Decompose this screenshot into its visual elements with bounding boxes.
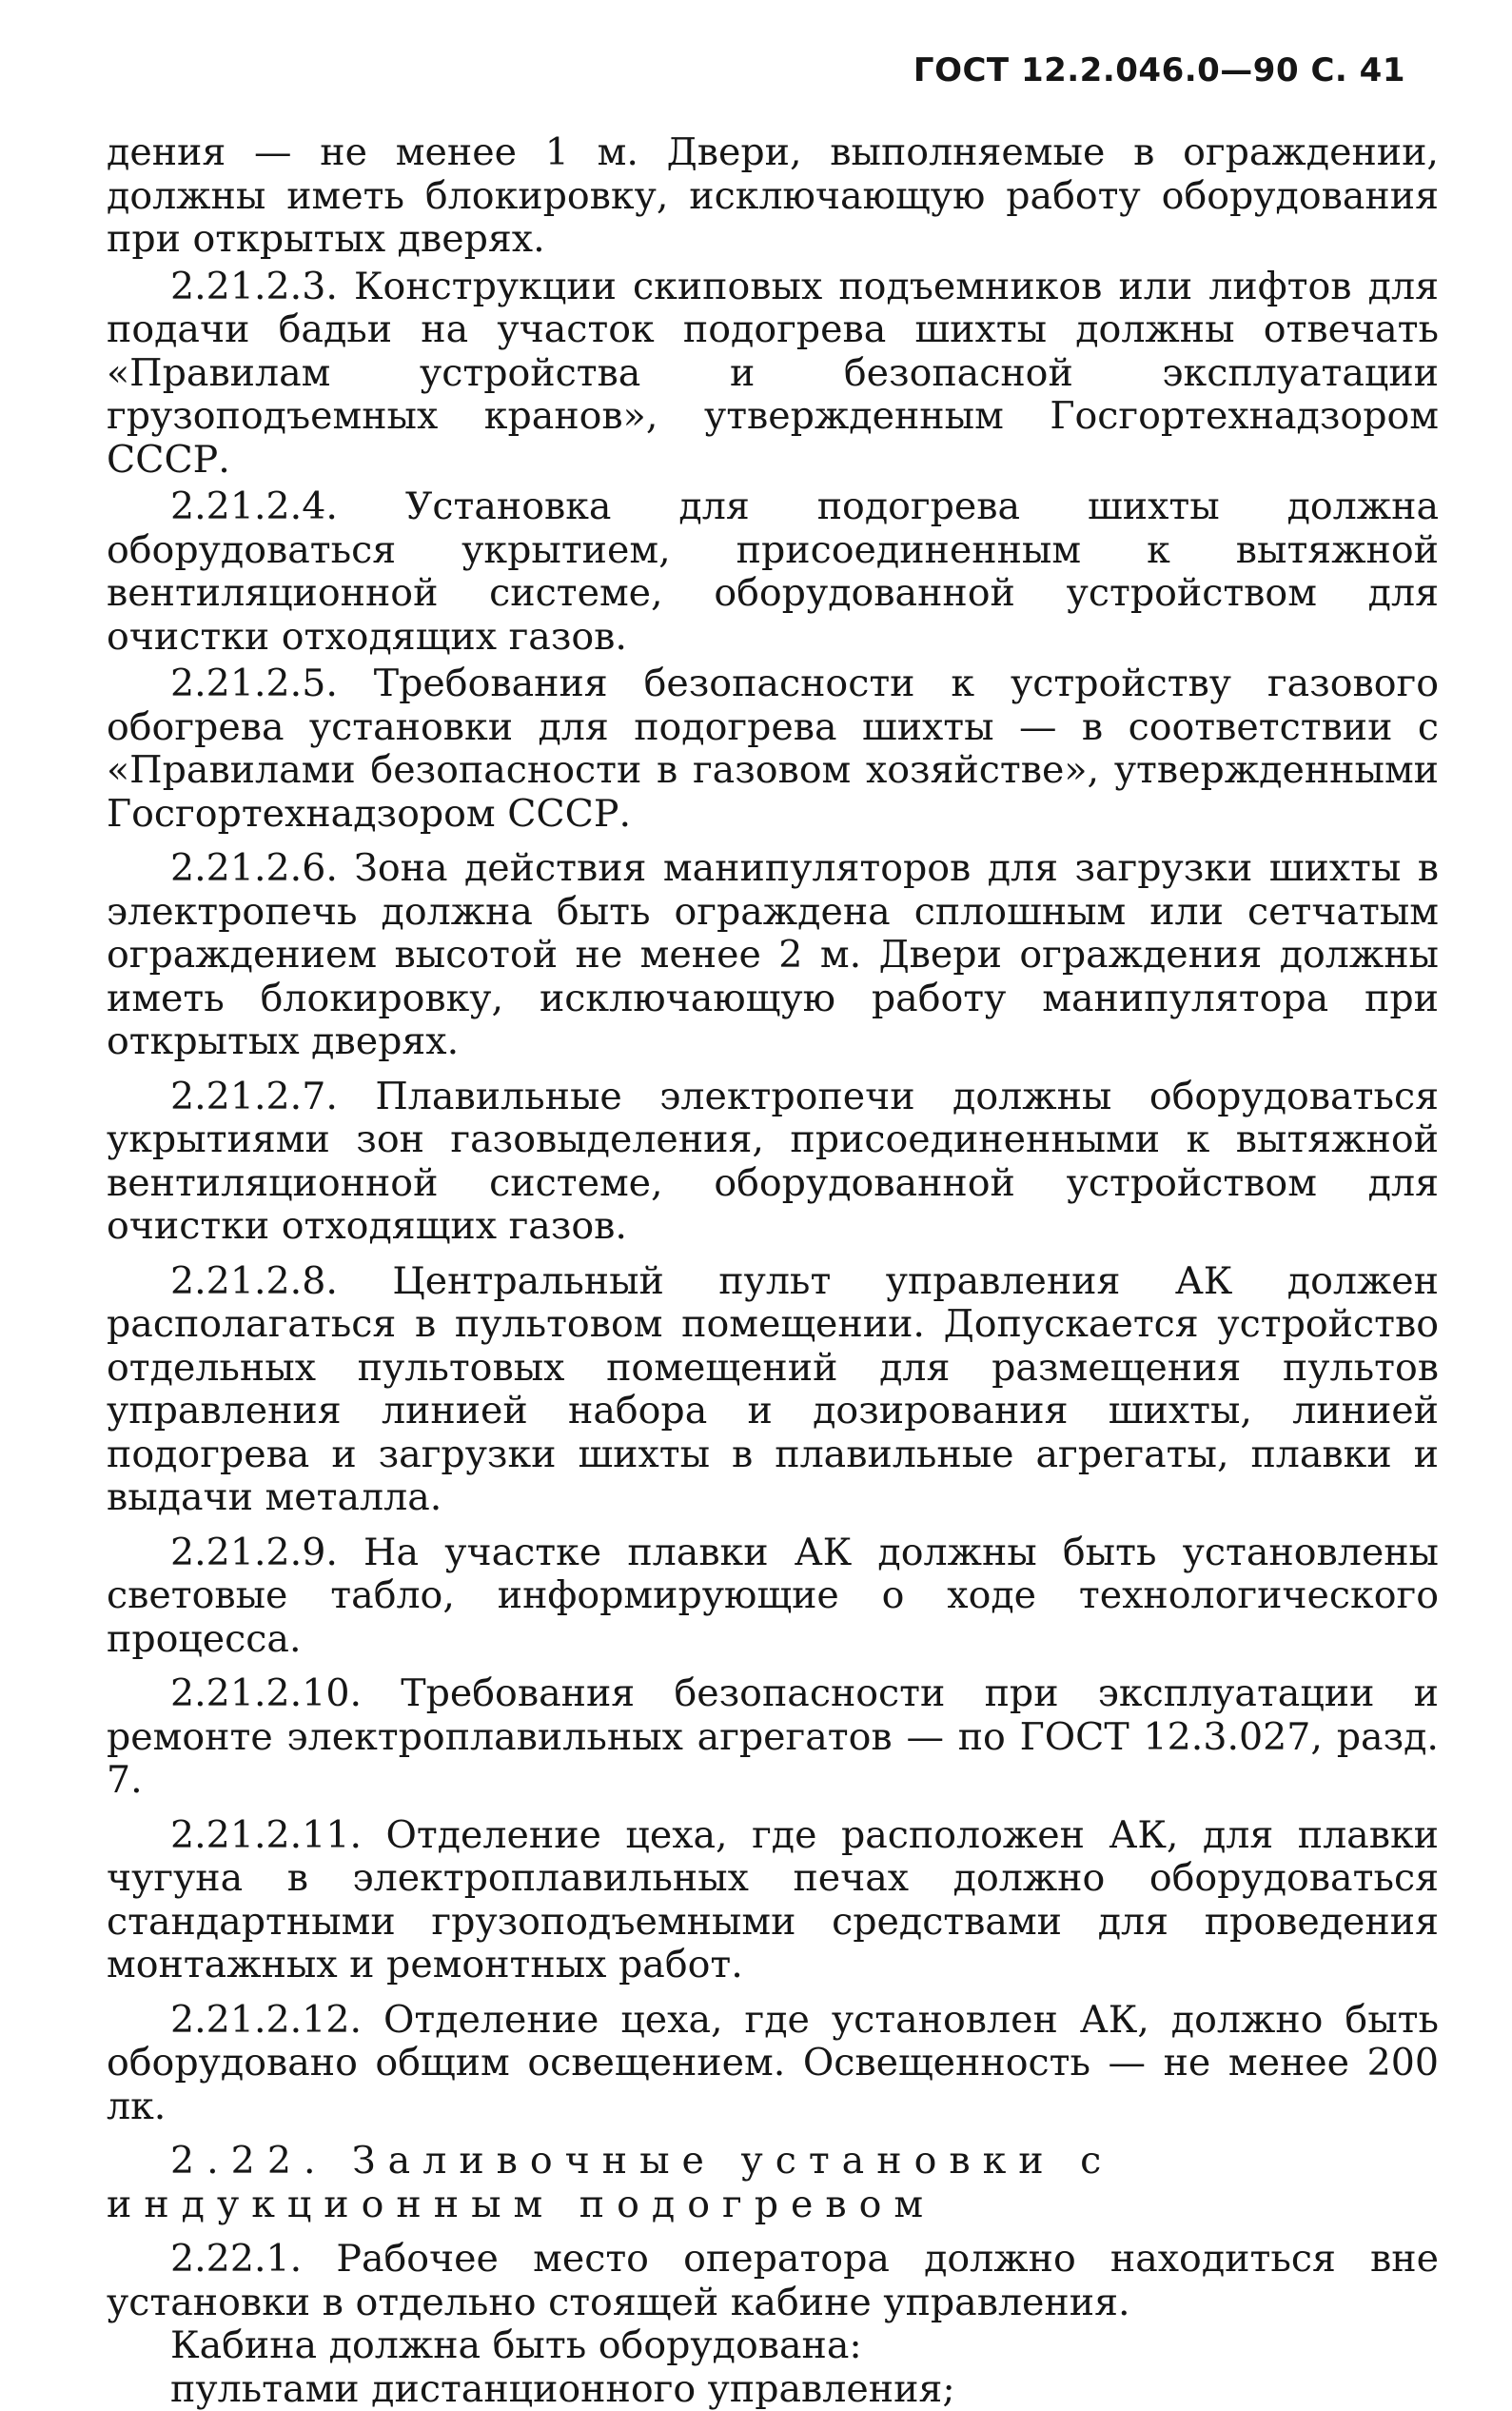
page-number: С. 41 <box>1310 51 1405 89</box>
paragraph-2-21-2-11: 2.21.2.11. Отделение цеха, где расположен АК, для плавки чугуна в электроплавильных печах должно оборудоваться стандартными грузоподъемными средствами для проведения монтажных и ремонтных работ. <box>107 1814 1439 1987</box>
paragraph-2-21-2-7: 2.21.2.7. Плавильные электропечи должны оборудоваться укрытиями зон газовыделения, присоединенными к вытяжной вентиляционной системе, оборудованной устройством для очистки отходящих газов. <box>107 1076 1439 1249</box>
paragraph-2-21-2-4: 2.21.2.4. Установка для подогрева шихты должна оборудоваться укрытием, присоединенным к вытяжной вентиляционной системе, оборудованной устройством для очистки отходящих газов. <box>107 485 1439 659</box>
page-header <box>913 51 1405 89</box>
paragraph-2-21-2-3: 2.21.2.3. Конструкции скиповых подъемников или лифтов для подачи бадьи на участок подогрева шихты должны отвечать «Правилам устройства и безопасной эксплуатации грузоподъемных кранов», утвержденным Госгортехнадзором СССР. <box>107 266 1439 483</box>
paragraph-2-21-2-10: 2.21.2.10. Требования безопасности при эксплуатации и ремонте электроплавильных агрегатов — по ГОСТ 12.3.027, разд. 7. <box>107 1672 1439 1803</box>
standard-number: ГОСТ 12.2.046.0—90 <box>913 51 1299 89</box>
list-item-remote-panels: пультами дистанционного управления; <box>107 2368 1439 2411</box>
paragraph-2-21-2-8: 2.21.2.8. Центральный пульт управления АК должен располагаться в пультовом помещении. Допускается устройство отдельных пультовых помещений для размещения пультов управления линией набора и дозирования шихты, линией подогрева и загрузки шихты в плавильные агрегаты, плавки и выдачи металла. <box>107 1260 1439 1520</box>
paragraph-2-21-2-6: 2.21.2.6. Зона действия манипуляторов для загрузки шихты в электропечь должна быть ограждена сплошным или сетчатым ограждением высотой не менее 2 м. Двери ограждения должны иметь блокировку, исключающую работу манипулятора при открытых дверях. <box>107 847 1439 1064</box>
section-heading-2-22: 2.22. Заливочные установки с индукционным подогревом <box>107 2140 1439 2226</box>
paragraph-2-21-2-9: 2.21.2.9. На участке плавки АК должны быть установлены световые табло, информирующие о ходе технологического процесса. <box>107 1532 1439 1662</box>
paragraph-continuation: дения — не менее 1 м. Двери, выполняемые в ограждении, должны иметь блокировку, исключающую работу оборудования при открытых дверях. <box>107 131 1439 262</box>
body-text <box>107 131 1439 2411</box>
paragraph-2-22-1: 2.22.1. Рабочее место оператора должно находиться вне установки в отдельно стоящей кабине управления. <box>107 2238 1439 2324</box>
paragraph-cabin: Кабина должна быть оборудована: <box>107 2324 1439 2368</box>
paragraph-2-21-2-12: 2.21.2.12. Отделение цеха, где установлен АК, должно быть оборудовано общим освещением. Освещенность — не менее 200 лк. <box>107 1999 1439 2129</box>
paragraph-2-21-2-5: 2.21.2.5. Требования безопасности к устройству газового обогрева установки для подогрева шихты — в соответствии с «Правилами безопасности в газовом хозяйстве», утвержденными Госгортехнадзором СССР. <box>107 662 1439 836</box>
